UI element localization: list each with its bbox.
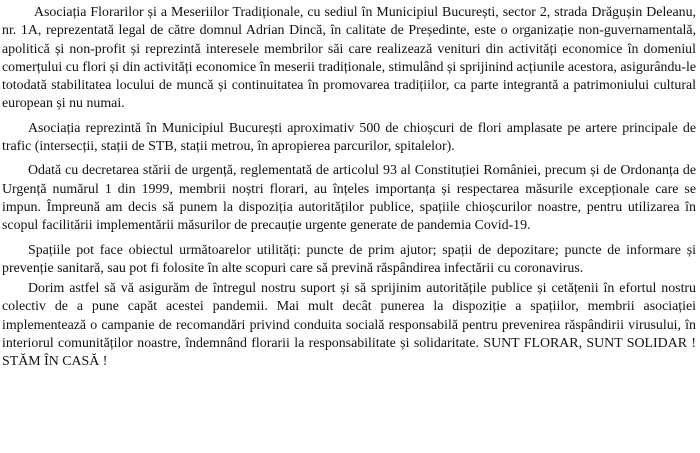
document-body [2, 4, 696, 372]
paragraph-support-campaign: Dorim astfel să vă asigurăm de întregul nostru suport și să sprijinim autoritățile publice și cetățenii în efortul nostru colectiv de a pune capăt acestei pandemii. Mai mult decât punerea la dispoziție a spațiilor, membrii asociației implementează o campanie de recomandări privind conduita socială responsabilă pentru prevenirea răspândirii virusului, în interiorul comunităților noastre, îndemnând florarii la responsabilitate și solidaritate. SUNT FLORAR, SUNT SOLIDAR ! STĂM ÎN CASĂ ! [2, 281, 696, 370]
paragraph-kiosk-count: Asociația reprezintă în Municipiul București aproximativ 500 de chioșcuri de flori amplasate pe artere principale de trafic (intersecții, stații de STB, stații metrou, în apropierea parcurilor, spitalelor). [2, 120, 696, 155]
paragraph-state-of-emergency: Odată cu decretarea stării de urgență, reglementată de articolul 93 al Constituției României, precum și de Ordonanța de Urgență numărul 1 din 1999, membrii noștri florari, au înțeles importanța și respectarea măsurile excepționale care se impun. Împreună am decis să punem la dispoziția autorităților publice, spațiile chioșcurilor noastre, pentru utilizarea în scopul facilitării implementării măsurilor de precauție urgente generate de pandemia Covid-19. [2, 163, 696, 234]
paragraph-association-intro: Asociația Florarilor și a Meseriilor Tradiționale, cu sediul în Municipiul București, sector 2, strada Drăgușin Deleanu, nr. 1A, reprezentată legal de către domnul Adrian Dincă, în calitate de Președinte, este o organizație non-guvernamentală, apolitică și non-profit și reprezintă interesele membrilor săi care realizează venituri din activități economice în domeniul comerțului cu flori și din activități economice în meserii tradiționale, stimulând și sprijinind acțiunile acestora, asigurându-le totodată stabilitatea locului de muncă și continuitatea în promovarea tradițiilor, ca parte integrantă a patrimoniului cultural european și nu numai. [2, 5, 696, 112]
paragraph-space-uses: Spațiile pot face obiectul următoarelor utilități: puncte de prim ajutor; spații de depozitare; puncte de informare și prevenție sanitară, sau pot fi folosite în alte scopuri care să prevină răspândirea infectării cu coronavirus. [2, 242, 696, 276]
